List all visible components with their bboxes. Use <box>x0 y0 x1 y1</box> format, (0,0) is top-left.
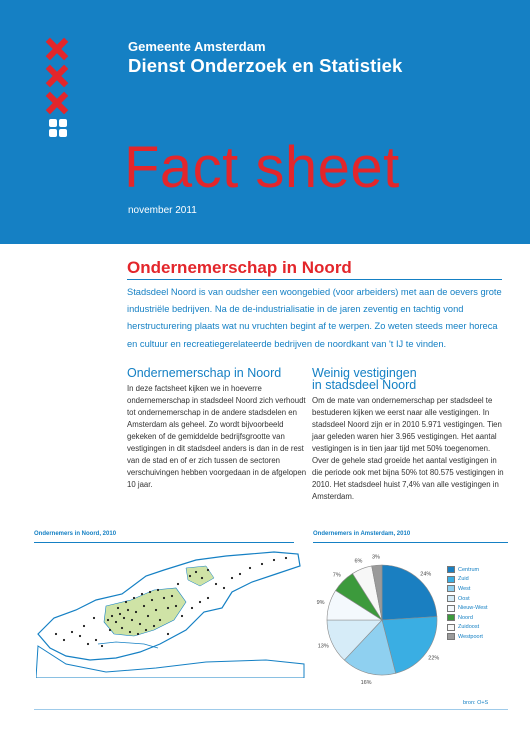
legend-swatch <box>447 605 455 612</box>
factsheet-title: Fact sheet <box>124 135 400 200</box>
pie-label-nieuw-west: 9% <box>316 600 325 607</box>
legend-swatch <box>447 614 455 621</box>
legend-label: Zuid <box>458 576 469 583</box>
legend-item-noord <box>447 613 488 623</box>
pie-legend <box>447 565 488 642</box>
amsterdam-logo <box>46 38 72 137</box>
pie-label-zuidoost: 6% <box>354 558 363 565</box>
header-banner <box>0 0 530 244</box>
publication-date: november 2011 <box>128 205 197 216</box>
org-name: Gemeente Amsterdam <box>128 39 266 54</box>
legend-swatch <box>447 633 455 640</box>
andreas-cross-icon-3 <box>46 92 68 114</box>
pie-label-noord: 7% <box>332 572 341 579</box>
legend-swatch <box>447 624 455 631</box>
legend-swatch <box>447 595 455 602</box>
legend-label: Oost <box>458 595 470 602</box>
section-body-left: In deze factsheet kijken we in hoeverre ondernemerschap in stadsdeel Noord zich verhoudt tot ondernemerschap in de andere stadsdelen en Amsterdam als geheel. Zo wordt bijvoorbeeld gekeken of de gemiddelde bedrijfsgrootte van vestigingen in dit stadsdeel anders is dan in de rest van de stad en of er zich tussen de sectoren verschuivingen hebben voorgedaan in de afgelopen 10 jaar. <box>127 384 307 489</box>
column-right <box>312 367 508 503</box>
noord-business-map <box>36 548 306 678</box>
article-title: Ondernemerschap in Noord <box>127 258 352 277</box>
section-body-right: Om de mate van ondernemerschap per stadsdeel te bestuderen kijken we eerst naar alle vestigingen. In stadsdeel Noord zijn er in 2010 5.971 vestigingen. Tien jaar geleden waren hier 3.965 vestigingen. Het aantal vestigingen is in tien jaar tijd met 50% toegenomen. Over de gehele stad groeide het aantal vestigingen in die periode ook met bijna 50% tot 80.575 vestigingen in 2010. Het stadsdeel huist 7,4% van alle vestigingen in Amsterdam. <box>312 396 504 501</box>
pie-label-centrum: 24% <box>420 571 432 578</box>
legend-swatch <box>447 566 455 573</box>
footer-rule <box>34 709 508 710</box>
article-intro: Stadsdeel Noord is van oudsher een woongebied (voor arbeiders) met aan de oevers grote industriële bedrijven. Na de de-industrialisatie in de jaren zeventig en tachtig vond herstructurering plaats wat nu vruchten begint af te werpen. Zo weten steeds meer horeca en cultuur en recreatiegerelateerde bedrijven de noordkant van 't IJ te vinden. <box>127 287 502 349</box>
legend-swatch <box>447 585 455 592</box>
section-heading-right <box>312 367 508 391</box>
legend-item-zuidoost <box>447 623 488 633</box>
legend-label: Westpoort <box>458 633 483 640</box>
legend-item-westpoort <box>447 632 488 642</box>
andreas-cross-icon-1 <box>46 38 68 60</box>
pie-chart <box>312 552 452 686</box>
legend-label: Centrum <box>458 566 480 573</box>
legend-swatch <box>447 576 455 583</box>
legend-label: West <box>458 585 471 592</box>
section-heading-right-line1: Weinig vestigingen <box>312 366 417 380</box>
legend-item-centrum <box>447 565 488 575</box>
legend-item-zuid <box>447 575 488 585</box>
legend-item-west <box>447 584 488 594</box>
legend-item-nieuw-west <box>447 603 488 613</box>
pie-label-zuid: 22% <box>428 655 440 662</box>
source-note: bron: O+S <box>463 700 489 706</box>
section-heading-left: Ondernemerschap in Noord <box>127 366 282 380</box>
department-name: Dienst Onderzoek en Statistiek <box>128 55 403 76</box>
pie-caption-rule <box>313 542 508 543</box>
legend-label: Zuidoost <box>458 624 480 631</box>
legend-item-oost <box>447 594 488 604</box>
pie-label-west: 16% <box>360 679 372 686</box>
andreas-cross-icon-2 <box>46 65 68 87</box>
section-heading-right-line2: in stadsdeel Noord <box>312 378 417 392</box>
legend-label: Nieuw-West <box>458 605 488 612</box>
legend-label: Noord <box>458 614 473 621</box>
title-divider <box>127 279 502 280</box>
pie-label-westpoort: 3% <box>372 554 380 561</box>
pie-label-oost: 13% <box>317 643 329 650</box>
logo-squares-icon <box>49 119 72 137</box>
map-caption-rule <box>34 542 294 543</box>
map-caption: Ondernemers in Noord, 2010 <box>34 531 117 537</box>
column-left <box>127 367 307 491</box>
pie-caption: Ondernemers in Amsterdam, 2010 <box>313 531 411 537</box>
